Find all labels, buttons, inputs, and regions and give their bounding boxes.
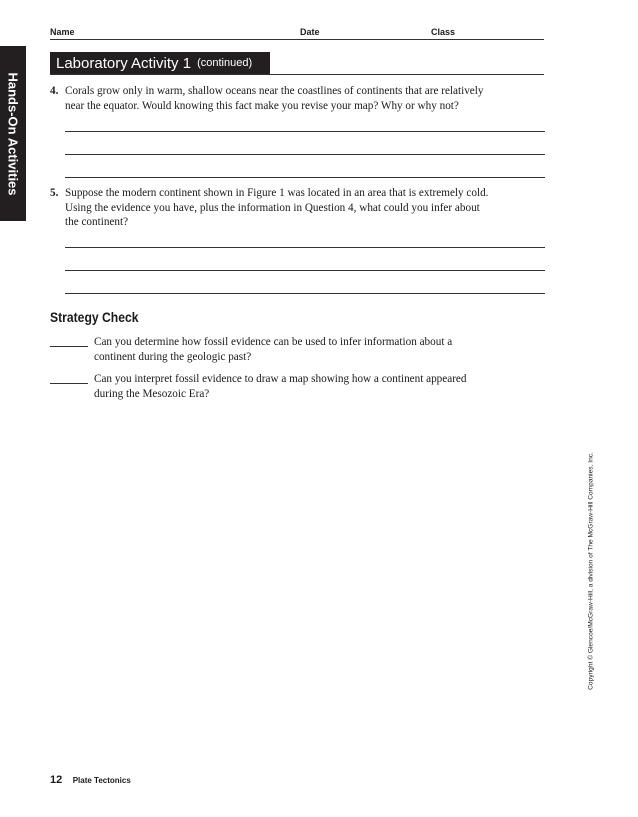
answer-line-q5-1[interactable]	[65, 247, 545, 248]
question-number: 4.	[50, 85, 59, 97]
copyright-text: Copyright © Glencoe/McGraw-Hill, a division of The McGraw-Hill Companies, Inc.	[587, 452, 595, 690]
answer-line-q4-3[interactable]	[65, 177, 545, 178]
check-text-line: during the Mesozoic Era?	[94, 387, 210, 400]
question-5	[50, 186, 540, 230]
student-info-header	[50, 26, 544, 40]
answer-line-q4-2[interactable]	[65, 154, 545, 155]
activity-banner	[50, 52, 544, 75]
answer-line-q5-2[interactable]	[65, 270, 545, 271]
class-label: Class	[431, 27, 456, 37]
question-text-line: Suppose the modern continent shown in Figure 1 was located in an area that is extremely cold.	[65, 187, 489, 199]
strategy-check-heading: Strategy Check	[50, 310, 139, 325]
question-text-line: Using the evidence you have, plus the information in Question 4, what could you infer about	[65, 201, 480, 214]
check-text-line: Can you determine how fossil evidence can be used to infer information about a	[94, 336, 453, 348]
date-label: Date	[300, 27, 320, 37]
question-text-line: the continent?	[65, 216, 129, 228]
check-blank-line[interactable]	[50, 383, 88, 384]
strategy-check-item-2	[50, 372, 520, 401]
strategy-check-item-1	[50, 335, 520, 364]
side-tab-label: Hands-On Activities	[5, 71, 21, 196]
question-text-line: near the equator. Would knowing this fact make you revise your map? Why or why not?	[65, 99, 459, 112]
answer-line-q4-1[interactable]	[65, 131, 545, 132]
name-label: Name	[50, 27, 75, 37]
activity-title: Laboratory Activity 1	[56, 54, 192, 72]
page-number: 12	[50, 774, 63, 786]
page-footer	[50, 770, 131, 788]
activity-subtitle: (continued)	[197, 57, 253, 69]
check-blank-line[interactable]	[50, 346, 88, 347]
side-section-tab	[0, 46, 26, 221]
activity-banner-label	[50, 52, 270, 74]
check-text-line: continent during the geologic past?	[94, 350, 252, 363]
answer-line-q5-3[interactable]	[65, 293, 545, 294]
question-text-line: Corals grow only in warm, shallow oceans near the coastlines of continents that are relatively	[65, 85, 484, 97]
check-text-line: Can you interpret fossil evidence to draw a map showing how a continent appeared	[94, 373, 467, 385]
copyright-notice	[586, 443, 596, 699]
question-4	[50, 84, 540, 113]
question-number: 5.	[50, 187, 59, 199]
footer-title: Plate Tectonics	[72, 776, 131, 785]
